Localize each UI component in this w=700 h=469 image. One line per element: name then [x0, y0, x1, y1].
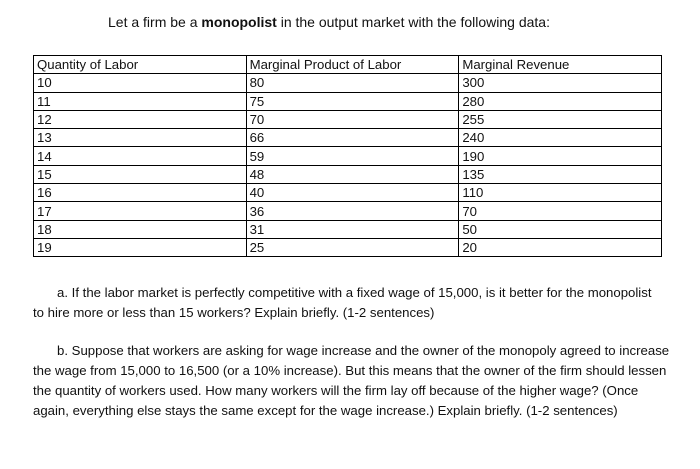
header-marginal-revenue: Marginal Revenue — [459, 56, 662, 74]
cell-marginal-product: 48 — [246, 165, 459, 183]
table-row — [34, 74, 662, 92]
cell-marginal-product: 75 — [246, 92, 459, 110]
cell-quantity-of-labor: 12 — [34, 110, 247, 128]
labor-data-table — [33, 55, 662, 257]
cell-quantity-of-labor: 18 — [34, 220, 247, 238]
cell-marginal-product: 31 — [246, 220, 459, 238]
cell-marginal-product: 25 — [246, 238, 459, 256]
cell-quantity-of-labor: 10 — [34, 74, 247, 92]
cell-quantity-of-labor: 14 — [34, 147, 247, 165]
cell-marginal-product: 80 — [246, 74, 459, 92]
table-row — [34, 184, 662, 202]
question-a — [33, 283, 653, 323]
intro-sentence — [108, 12, 550, 32]
cell-marginal-revenue: 190 — [459, 147, 662, 165]
question-b-first-line: b. Suppose that workers are asking for wage increase and the owner of the monopoly agreed to — [57, 343, 616, 358]
cell-quantity-of-labor: 15 — [34, 165, 247, 183]
table-header-row — [34, 56, 662, 74]
cell-marginal-revenue: 135 — [459, 165, 662, 183]
question-a-continuation: monopolist to hire more or less than 15 workers? Explain briefly. (1-2 sentences) — [33, 285, 652, 320]
cell-marginal-revenue: 300 — [459, 74, 662, 92]
intro-text-end: in the output market with the following data: — [276, 14, 550, 30]
cell-marginal-revenue: 50 — [459, 220, 662, 238]
question-b — [33, 341, 673, 421]
question-a-first-line: a. If the labor market is perfectly competitive with a fixed wage of 15,000, is it better for the — [57, 285, 585, 300]
table-row — [34, 129, 662, 147]
cell-marginal-revenue: 280 — [459, 92, 662, 110]
question-b-continuation: increase the wage from 15,000 to 16,500 (or a 10% increase). But this means that the owner of the firm should lessen the quantity of workers used. How many workers will the firm lay off because of the higher wage? (Once again, everything else stays the same except for the wage increase.) Explain briefly. (1-2 sentences) — [33, 343, 670, 418]
cell-marginal-product: 70 — [246, 110, 459, 128]
cell-marginal-revenue: 240 — [459, 129, 662, 147]
table-row — [34, 220, 662, 238]
cell-quantity-of-labor: 11 — [34, 92, 247, 110]
table-row — [34, 165, 662, 183]
table-body — [34, 74, 662, 257]
cell-marginal-product: 40 — [246, 184, 459, 202]
cell-marginal-revenue: 110 — [459, 184, 662, 202]
intro-text-start: Let a firm be a — [108, 14, 202, 30]
cell-marginal-product: 36 — [246, 202, 459, 220]
cell-marginal-product: 66 — [246, 129, 459, 147]
table-row — [34, 238, 662, 256]
cell-marginal-revenue: 70 — [459, 202, 662, 220]
table-row — [34, 202, 662, 220]
cell-quantity-of-labor: 16 — [34, 184, 247, 202]
cell-marginal-revenue: 255 — [459, 110, 662, 128]
table-row — [34, 110, 662, 128]
header-marginal-product-of-labor: Marginal Product of Labor — [246, 56, 459, 74]
header-quantity-of-labor: Quantity of Labor — [34, 56, 247, 74]
table-row — [34, 147, 662, 165]
cell-quantity-of-labor: 13 — [34, 129, 247, 147]
cell-quantity-of-labor: 17 — [34, 202, 247, 220]
cell-marginal-revenue: 20 — [459, 238, 662, 256]
cell-marginal-product: 59 — [246, 147, 459, 165]
intro-bold-keyword: monopolist — [201, 14, 277, 30]
table-row — [34, 92, 662, 110]
cell-quantity-of-labor: 19 — [34, 238, 247, 256]
